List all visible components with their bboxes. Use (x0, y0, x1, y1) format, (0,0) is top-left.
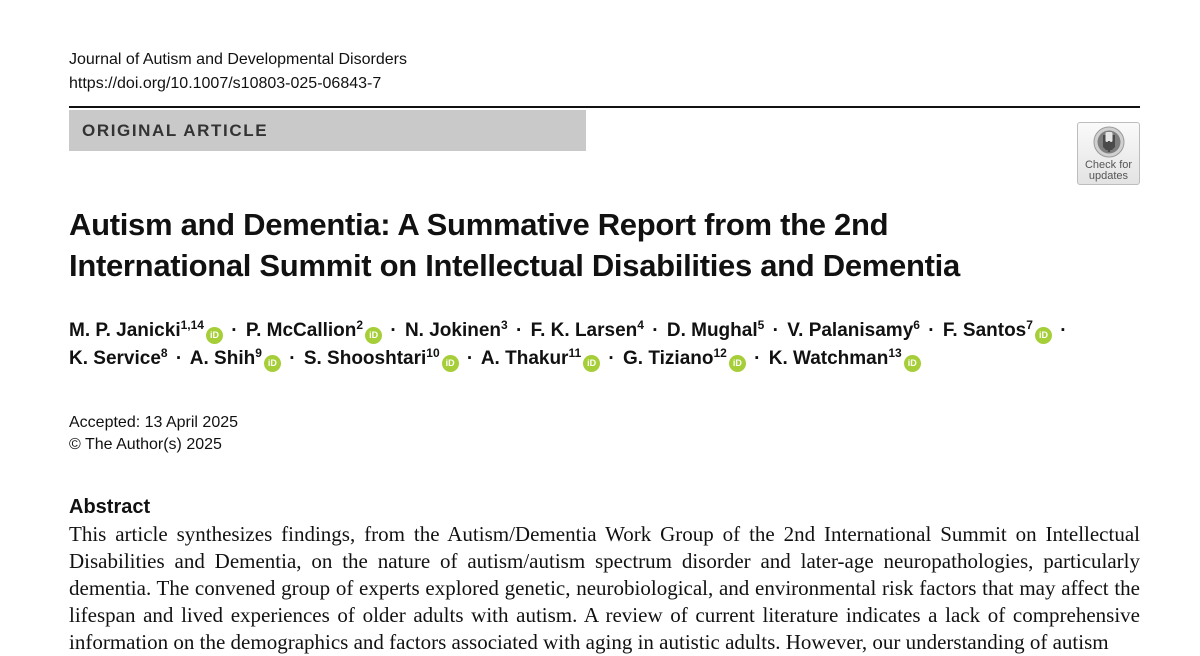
check-for-updates-badge[interactable] (1077, 122, 1140, 185)
author-name (623, 348, 746, 369)
orcid-icon[interactable]: iD (264, 355, 281, 372)
author-name (405, 320, 508, 341)
author-name-text: A. Shih (189, 348, 256, 369)
author-name-text: F. K. Larsen (530, 320, 638, 341)
article-type-label: ORIGINAL ARTICLE (82, 120, 269, 140)
author-name-text: S. Shooshtari (303, 348, 427, 369)
orcid-icon[interactable]: iD (442, 355, 459, 372)
author-separator: · (652, 320, 659, 341)
author-separator: · (772, 320, 779, 341)
author-name-text: K. Service (69, 348, 161, 369)
author-name-text: V. Palanisamy (787, 320, 914, 341)
author-separator: · (175, 348, 183, 369)
author-affiliation: 3 (501, 318, 508, 332)
title-line-2: International Summit on Intellectual Disabilities and Dementia (69, 248, 960, 283)
author-name (481, 348, 600, 369)
orcid-icon[interactable]: iD (365, 327, 382, 344)
author-separator: · (231, 320, 238, 341)
header-rule (69, 106, 1140, 108)
author-name-text: N. Jokinen (404, 320, 502, 341)
author-separator: · (289, 348, 296, 369)
abstract-heading: Abstract (69, 496, 151, 518)
author-name (190, 348, 281, 369)
author-name (787, 320, 920, 341)
author-affiliation: 8 (160, 346, 168, 360)
author-separator: · (516, 320, 523, 341)
crossmark-icon (1093, 126, 1125, 158)
author-separator: · (928, 320, 935, 341)
author-affiliation: 10 (426, 346, 440, 360)
author-name-text: M. P. Janicki (69, 320, 181, 341)
author-affiliation: 11 (568, 346, 582, 360)
author-affiliation: 2 (356, 318, 364, 332)
author-separator: · (608, 348, 615, 369)
orcid-icon[interactable]: iD (1035, 327, 1052, 344)
author-affiliation: 9 (255, 346, 262, 360)
author-affiliation: 1,14 (180, 318, 204, 332)
author-affiliation: 4 (637, 318, 644, 332)
author-list (69, 317, 1159, 373)
author-affiliation: 7 (1026, 318, 1033, 332)
author-name-text: A. Thakur (480, 348, 569, 369)
author-name-text: K. Watchman (768, 348, 889, 369)
doi-link[interactable]: https://doi.org/10.1007/s10803-025-06843-7 (69, 75, 382, 92)
check-for-updates-label: Check for updates (1084, 159, 1133, 182)
author-affiliation: 12 (713, 346, 727, 360)
author-name-text: F. Santos (942, 320, 1027, 341)
author-name (304, 348, 459, 369)
article-type-banner (69, 110, 586, 151)
author-name (531, 320, 644, 341)
orcid-icon[interactable]: iD (206, 327, 223, 344)
author-separator: · (754, 348, 761, 369)
accepted-date: Accepted: 13 April 2025 (69, 414, 239, 431)
abstract-text: This article synthesizes findings, from the Autism/Dementia Work Group of the 2nd International Summit on Intellectual Disabilities and Dementia, on the nature of autism/autism spectrum disorder and later-age neuropathologies, particularly dementia. The convened group of experts explored genetic, neurobiological, and environmental risk factors that may affect the lifespan and lived experiences of older adults with autism. A review of current literature indicates a lack of comprehensive information on the demographics and factors associated with aging in autistic adults. However, our understanding of autism (69, 522, 1140, 654)
author-affiliation: 13 (888, 346, 902, 360)
journal-name: Journal of Autism and Developmental Disorders (69, 51, 407, 68)
author-separator: · (466, 348, 474, 369)
author-affiliation: 5 (757, 318, 765, 332)
journal-header (69, 48, 407, 96)
orcid-icon[interactable]: iD (729, 355, 746, 372)
author-affiliation: 6 (913, 318, 920, 332)
article-dates (69, 412, 238, 456)
author-name (667, 320, 764, 341)
author-name-text: P. McCallion (245, 320, 357, 341)
author-name-text: D. Mughal (666, 320, 758, 341)
author-name (769, 348, 921, 369)
author-separator: · (390, 320, 397, 341)
copyright-notice: © The Author(s) 2025 (69, 436, 222, 453)
orcid-icon[interactable]: iD (904, 355, 921, 372)
author-name (246, 320, 382, 341)
author-name (943, 320, 1052, 341)
title-line-1: Autism and Dementia: A Summative Report from the 2nd (69, 207, 889, 242)
author-name-text: G. Tiziano (623, 348, 714, 369)
author-name (69, 348, 168, 369)
article-title (69, 204, 1149, 286)
author-name (69, 320, 223, 341)
orcid-icon[interactable]: iD (583, 355, 600, 372)
author-separator: · (1060, 320, 1067, 341)
